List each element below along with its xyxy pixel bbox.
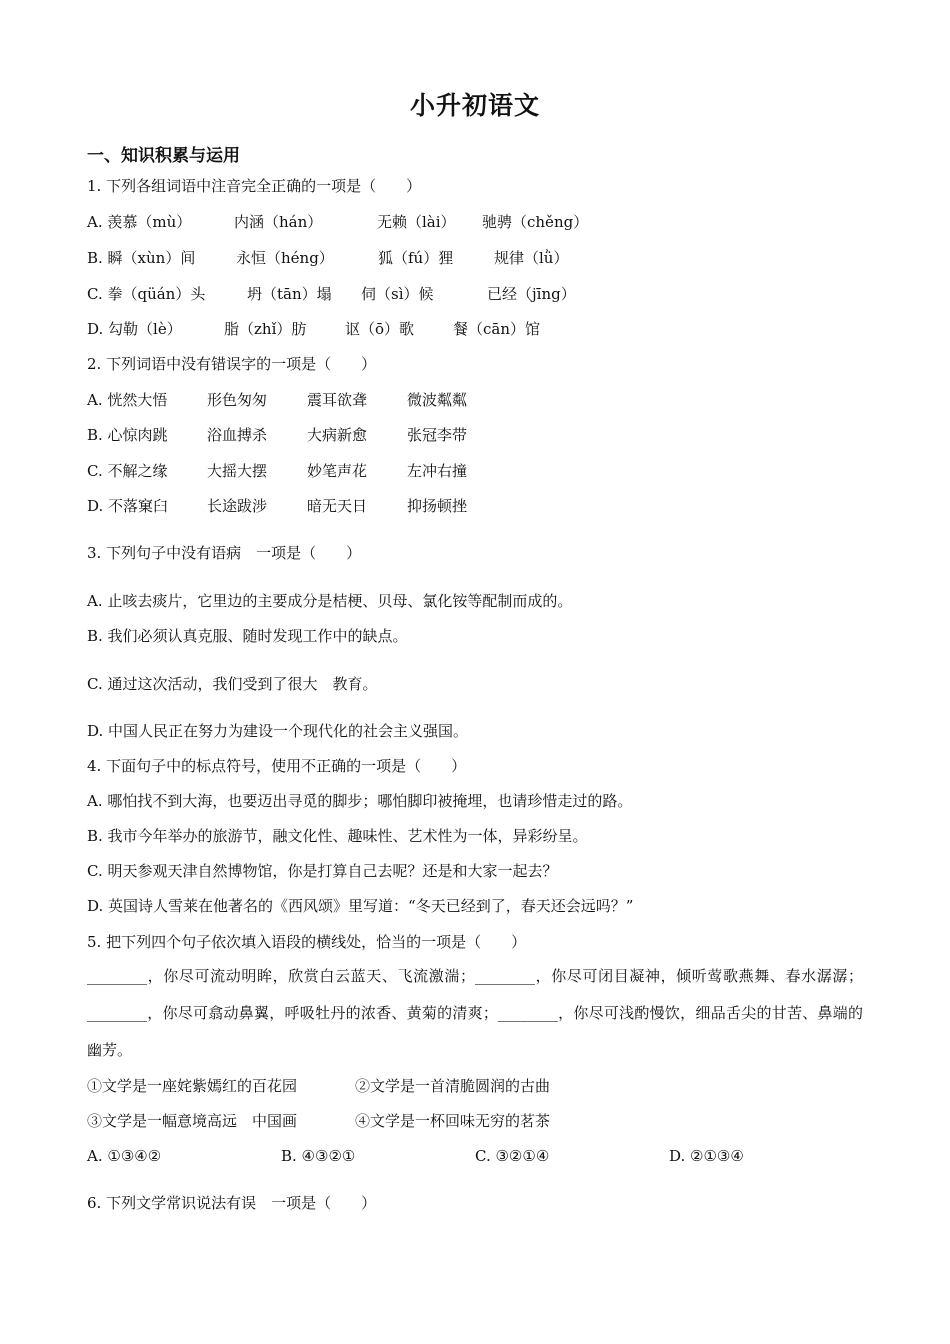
question-3-option-c[interactable]: C. 通过这次活动，我们受到了很大 教育。 bbox=[87, 675, 378, 693]
question-2-option-c[interactable] bbox=[87, 461, 527, 481]
option-cell: A. 羡慕（mù） bbox=[87, 213, 192, 231]
option-cell: C. 不解之缘 bbox=[87, 462, 168, 480]
option-cell: 左冲右撞 bbox=[407, 462, 468, 480]
answer-option-d[interactable]: D. ②①③④ bbox=[669, 1147, 744, 1165]
sentence-4: ④文学是一杯回味无穷的茗茶 bbox=[355, 1112, 551, 1130]
question-4-option-a[interactable]: A. 哪怕找不到大海，也要迈出寻觅的脚步；哪怕脚印被掩埋，也请珍惜走过的路。 bbox=[87, 792, 633, 810]
question-5-passage: ________，你尽可流动明眸，欣赏白云蓝天、飞流激湍；________，你尽可闭目凝神，倾听莺歌燕舞、春水潺潺；________，你尽可翕动鼻翼，呼吸牡丹的浓香、黄菊的清爽；________，你尽可浅酌慢饮，细品舌尖的甘苦、鼻端的幽芳。 bbox=[87, 967, 863, 1059]
sentence-1: ①文学是一座姹紫嫣红的百花园 bbox=[87, 1077, 298, 1095]
answer-option-a[interactable]: A. ①③④② bbox=[87, 1147, 162, 1165]
option-cell: 驰骋（chěng） bbox=[482, 213, 589, 231]
question-1-option-d[interactable] bbox=[87, 319, 573, 339]
option-cell: 张冠李带 bbox=[407, 426, 468, 444]
option-cell: 震耳欲聋 bbox=[307, 391, 368, 409]
question-2-option-a[interactable] bbox=[87, 390, 527, 410]
question-4-option-b[interactable]: B. 我市今年举办的旅游节，融文化性、趣味性、艺术性为一体，异彩纷呈。 bbox=[87, 827, 588, 845]
option-cell: 微波粼粼 bbox=[407, 391, 468, 409]
option-cell: 伺（sì）候 bbox=[361, 285, 434, 303]
question-4-option-d[interactable]: D. 英国诗人雪莱在他著名的《西风颂》里写道：“冬天已经到了，春天还会远吗？” bbox=[87, 897, 634, 915]
option-cell: 坍（tān）塌 bbox=[247, 285, 332, 303]
option-cell: B. 心惊肉跳 bbox=[87, 426, 168, 444]
option-cell: 形色匆匆 bbox=[207, 391, 268, 409]
question-4-stem: 4. 下面句子中的标点符号，使用不正确的一项是（ ） bbox=[87, 757, 467, 775]
question-5-sentences-row-2 bbox=[87, 1111, 550, 1131]
question-1-option-a[interactable] bbox=[87, 212, 602, 232]
question-1-stem: 1. 下列各组词语中注音完全正确的一项是（ ） bbox=[87, 177, 422, 195]
option-cell: A. 恍然大悟 bbox=[87, 391, 168, 409]
sentence-2: ②文学是一首清脆圆润的古曲 bbox=[355, 1077, 551, 1095]
question-1-option-b[interactable] bbox=[87, 248, 614, 268]
question-3-option-a[interactable]: A. 止咳去痰片，它里边的主要成分是桔梗、贝母、氯化铵等配制而成的。 bbox=[87, 592, 573, 610]
question-2-option-b[interactable] bbox=[87, 425, 527, 445]
option-cell: D. 不落窠臼 bbox=[87, 497, 169, 515]
option-cell: 大摇大摆 bbox=[207, 462, 268, 480]
option-cell: 餐（cān）馆 bbox=[453, 320, 541, 338]
question-5-answers bbox=[87, 1146, 789, 1166]
option-cell: 浴血搏杀 bbox=[207, 426, 268, 444]
option-cell: 已经（jīng） bbox=[487, 285, 576, 303]
question-2-option-d[interactable] bbox=[87, 496, 527, 516]
option-cell: B. 瞬（xùn）间 bbox=[87, 249, 196, 267]
option-cell: 大病新愈 bbox=[307, 426, 368, 444]
option-cell: 内涵（hán） bbox=[234, 213, 323, 231]
option-cell: D. 勾勒（lè） bbox=[87, 320, 182, 338]
question-1-option-c[interactable] bbox=[87, 284, 607, 304]
option-cell: 无赖（lài） bbox=[377, 213, 456, 231]
option-cell: 抑扬顿挫 bbox=[407, 497, 468, 515]
option-cell: 讴（ō）歌 bbox=[345, 320, 415, 338]
question-5-stem: 5. 把下列四个句子依次填入语段的横线处，恰当的一项是（ ） bbox=[87, 933, 527, 951]
option-cell: 妙笔声花 bbox=[307, 462, 368, 480]
question-5-sentences-row-1 bbox=[87, 1076, 550, 1096]
answer-option-c[interactable]: C. ③②①④ bbox=[475, 1147, 550, 1165]
answer-option-b[interactable]: B. ④③②① bbox=[281, 1147, 356, 1165]
question-3-option-d[interactable]: D. 中国人民正在努力为建设一个现代化的社会主义强国。 bbox=[87, 722, 469, 740]
option-cell: 永恒（héng） bbox=[236, 249, 334, 267]
question-2-stem: 2. 下列词语中没有错误字的一项是（ ） bbox=[87, 355, 377, 373]
option-cell: 脂（zhǐ）肪 bbox=[224, 320, 307, 338]
option-cell: 长途跋涉 bbox=[207, 497, 268, 515]
option-cell: C. 拳（qüán）头 bbox=[87, 285, 206, 303]
sentence-3: ③文学是一幅意境高远 中国画 bbox=[87, 1112, 298, 1130]
question-4-option-c[interactable]: C. 明天参观天津自然博物馆，你是打算自己去呢？还是和大家一起去？ bbox=[87, 862, 558, 880]
option-cell: 狐（fú）狸 bbox=[378, 249, 454, 267]
question-3-option-b[interactable]: B. 我们必须认真克服、随时发现工作中的缺点。 bbox=[87, 627, 408, 645]
section-heading: 一、知识积累与运用 bbox=[87, 146, 240, 166]
option-cell: 暗无天日 bbox=[307, 497, 368, 515]
question-3-stem: 3. 下列句子中没有语病 一项是（ ） bbox=[87, 544, 362, 562]
option-cell: 规律（lǜ） bbox=[494, 249, 569, 267]
page-title: 小升初语文 bbox=[409, 91, 540, 120]
question-6-stem: 6. 下列文学常识说法有误 一项是（ ） bbox=[87, 1194, 377, 1212]
